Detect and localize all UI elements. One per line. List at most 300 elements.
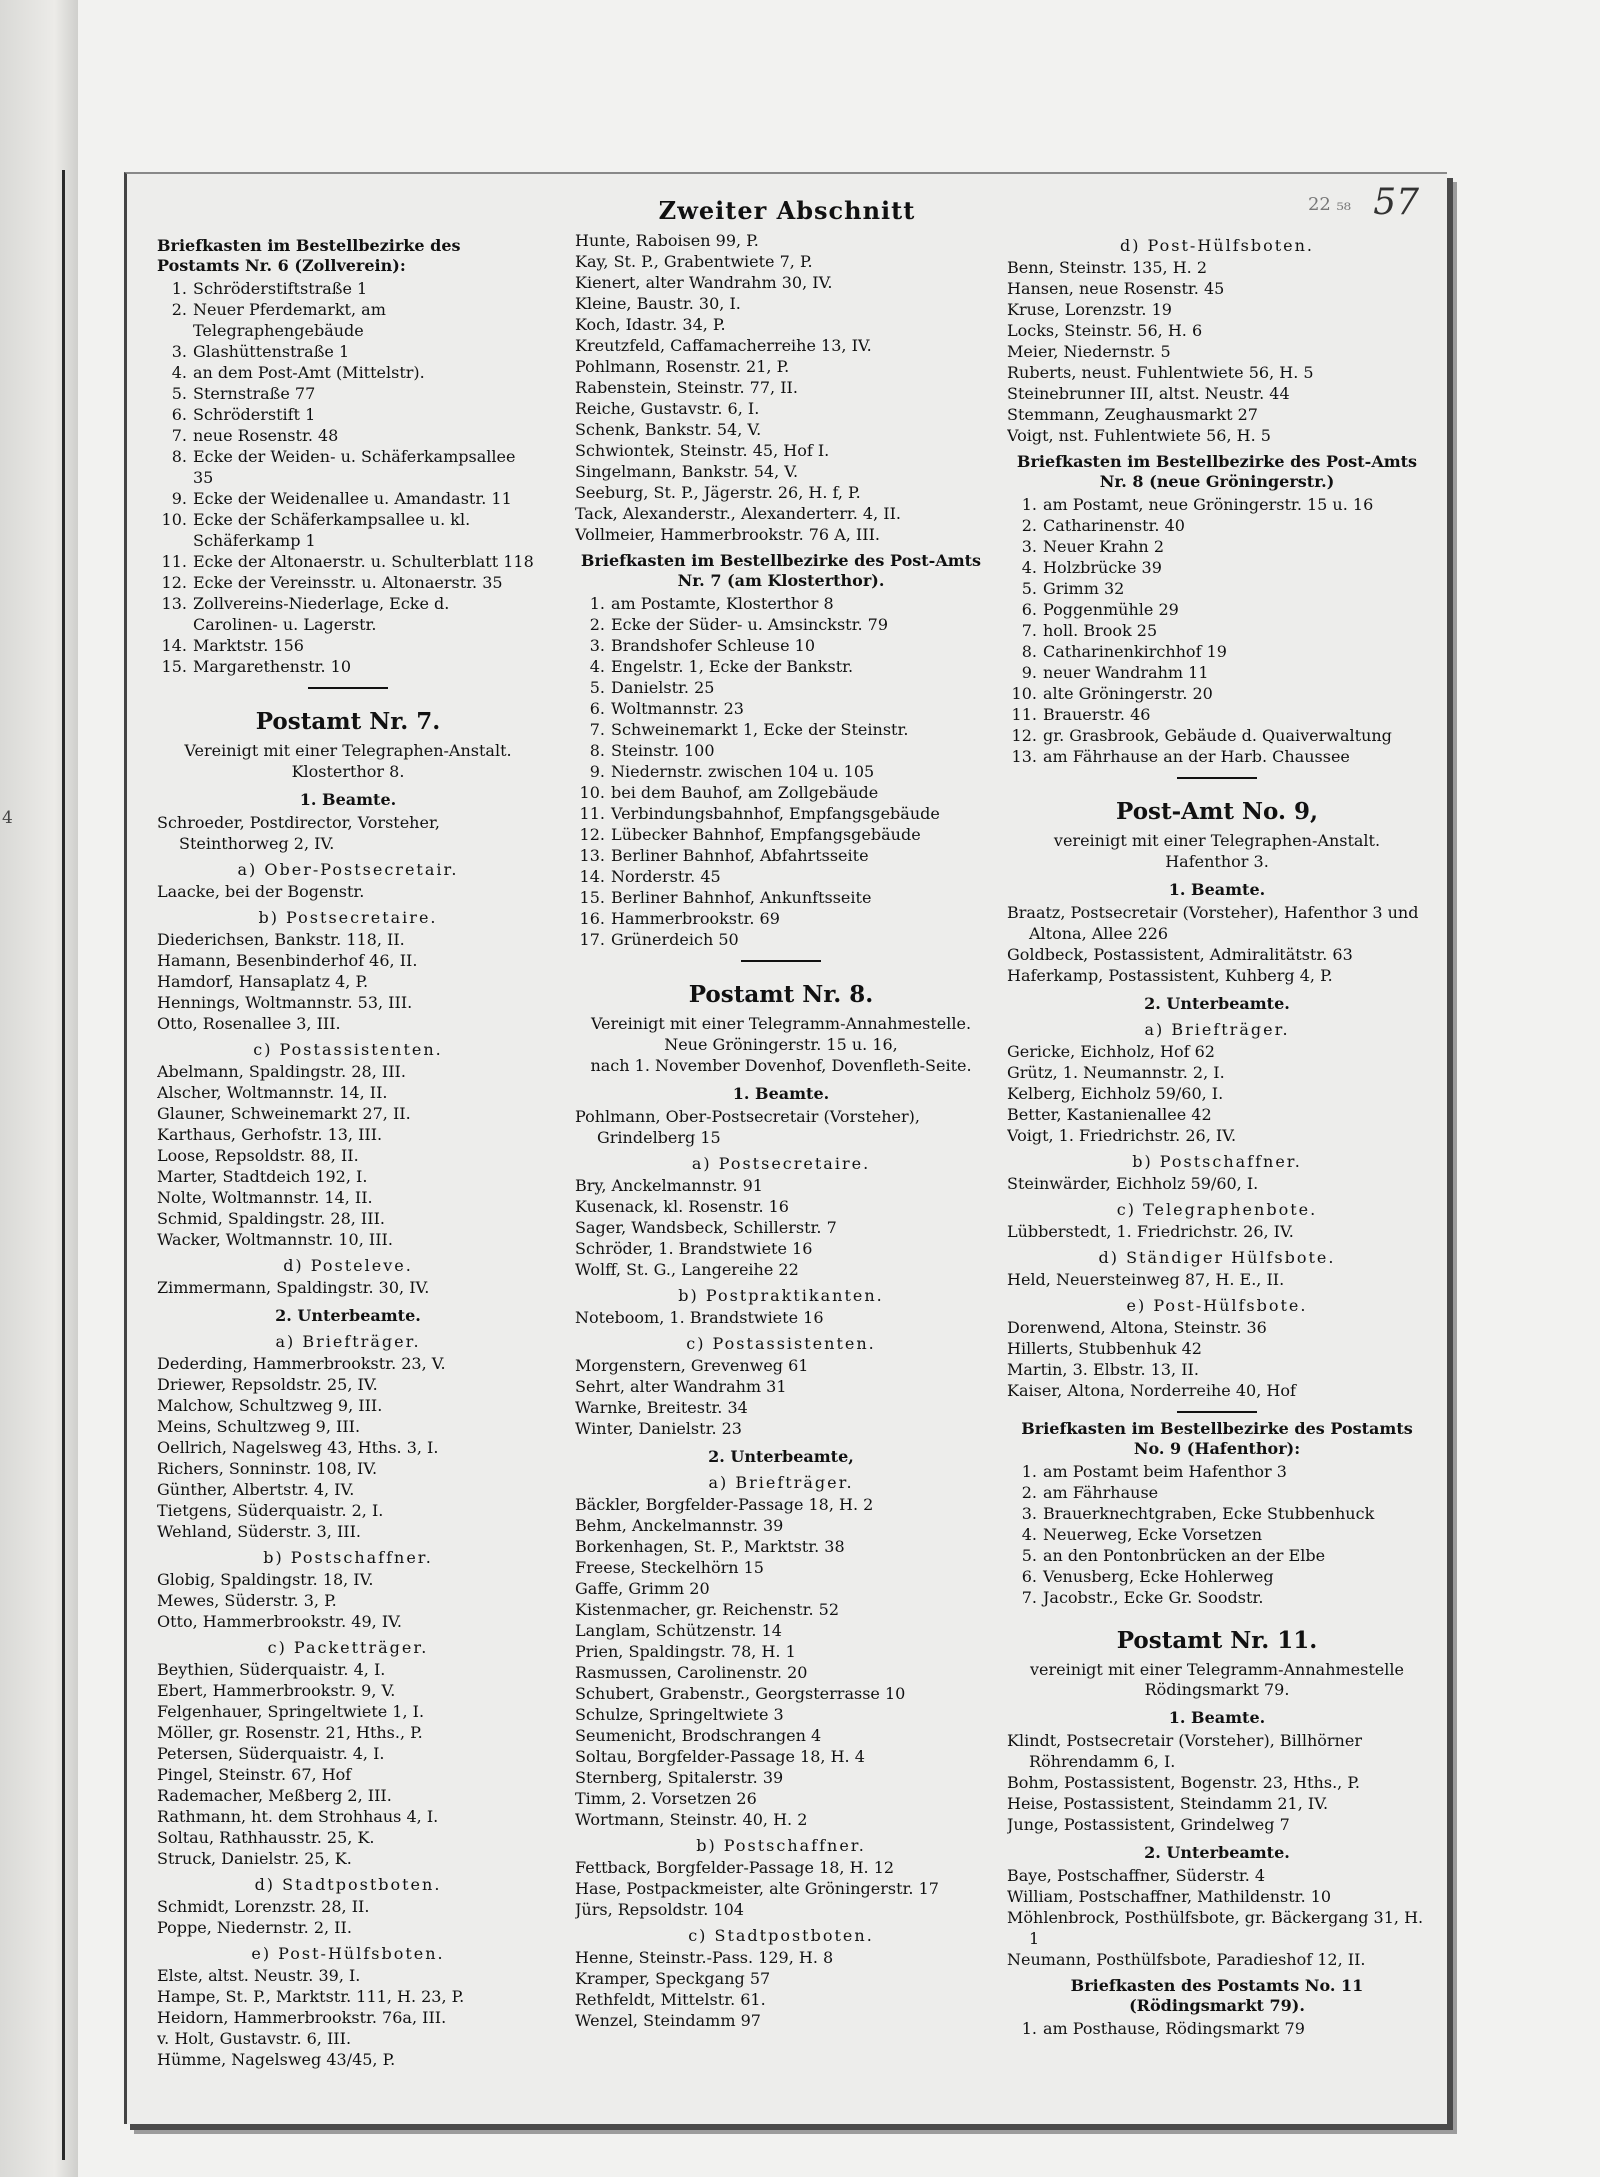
directory-entry: Meins, Schultzweg 9, III.: [157, 1417, 361, 1436]
item-number: 1.: [1021, 495, 1037, 514]
item-location: Ecke der Schäferkampsallee u. kl. Schäferkamp 1: [193, 510, 471, 550]
item-number: 6.: [171, 405, 187, 424]
item-location: neuer Wandrahm 11: [1043, 663, 1209, 682]
briefkasten-item: [1007, 1545, 1427, 1566]
directory-entry: Koch, Idastr. 34, P.: [575, 315, 726, 334]
item-location: Venusberg, Ecke Hohlerweg: [1043, 1567, 1274, 1586]
item-location: Schröderstiftstraße 1: [193, 279, 368, 298]
briefkasten-item: [1007, 1566, 1427, 1587]
directory-entry: Haferkamp, Postassistent, Kuhberg 4, P.: [1007, 966, 1333, 985]
directory-entry: Baye, Postschaffner, Süderstr. 4: [1007, 1866, 1266, 1885]
item-number: 13.: [1011, 747, 1037, 766]
item-location: Catharinenkirchhof 19: [1043, 642, 1227, 661]
directory-entry: Soltau, Rathhausstr. 25, K.: [157, 1828, 375, 1847]
briefkasten-item: [157, 635, 539, 656]
directory-entry: Gericke, Eichholz, Hof 62: [1007, 1042, 1215, 1061]
briefkasten-item: [1007, 641, 1427, 662]
directory-entry: Pingel, Steinstr. 67, Hof: [157, 1765, 352, 1784]
directory-entry: Prien, Spaldingstr. 78, H. 1: [575, 1642, 796, 1661]
directory-entry: Schroeder, Postdirector, Vorsteher, Steinthorweg 2, IV.: [157, 813, 440, 853]
directory-entry: Vollmeier, Hammerbrookstr. 76 A, III.: [575, 525, 880, 544]
item-location: Steinstr. 100: [611, 741, 715, 760]
item-location: an den Pontonbrücken an der Elbe: [1043, 1546, 1326, 1565]
directory-entry: Sehrt, alter Wandrahm 31: [575, 1377, 787, 1396]
briefkasten-item: [575, 677, 987, 698]
briefkasten-item: [575, 803, 987, 824]
directory-entry: Grütz, 1. Neumannstr. 2, I.: [1007, 1063, 1225, 1082]
item-location: Poggenmühle 29: [1043, 600, 1179, 619]
directory-entry: Rethfeldt, Mittelstr. 61.: [575, 1990, 766, 2009]
staff-subgroup-heading: b) Postschaffner.: [696, 1836, 866, 1855]
directory-entry: Klindt, Postsecretair (Vorsteher), Billhörner Röhrendamm 6, I.: [1007, 1731, 1362, 1771]
briefkasten-item: [575, 740, 987, 761]
item-location: an dem Post-Amt (Mittelstr).: [193, 363, 425, 382]
directory-entry: Hümme, Nagelsweg 43/45, P.: [157, 2050, 396, 2069]
office-heading: Postamt Nr. 11.: [1116, 1627, 1318, 1654]
directory-entry: Goldbeck, Postassistent, Admiralitätstr. 63: [1007, 945, 1353, 964]
directory-entry: Rathmann, ht. dem Strohhaus 4, I.: [157, 1807, 439, 1826]
directory-entry: Ruberts, neust. Fuhlentwiete 56, H. 5: [1007, 363, 1314, 382]
directory-entry: Kusenack, kl. Rosenstr. 16: [575, 1197, 789, 1216]
staff-group-heading: 2. Unterbeamte.: [275, 1306, 421, 1325]
briefkasten-item: [575, 824, 987, 845]
staff-subgroup-heading: c) Telegraphenbote.: [1116, 1200, 1318, 1219]
briefkasten-item: [1007, 1503, 1427, 1524]
directory-entry: Kleine, Baustr. 30, I.: [575, 294, 741, 313]
item-location: Neuerweg, Ecke Vorsetzen: [1043, 1525, 1263, 1544]
directory-entry: Schröder, 1. Brandstwiete 16: [575, 1239, 813, 1258]
item-number: 3.: [171, 342, 187, 361]
item-number: 15.: [161, 657, 187, 676]
item-location: am Postamte, Klosterthor 8: [611, 594, 834, 613]
directory-entry: Timm, 2. Vorsetzen 26: [575, 1789, 757, 1808]
briefkasten-list: [575, 593, 987, 950]
briefkasten-item: [575, 761, 987, 782]
directory-entry: Struck, Danielstr. 25, K.: [157, 1849, 352, 1868]
item-number: 5.: [1021, 1546, 1037, 1565]
item-number: 17.: [579, 930, 605, 949]
item-number: 7.: [589, 720, 605, 739]
directory-entry: Wolff, St. G., Langereihe 22: [575, 1260, 799, 1279]
staff-group-heading: 1. Beamte.: [1168, 880, 1266, 899]
directory-entry: Malchow, Schultzweg 9, III.: [157, 1396, 383, 1415]
item-location: Ecke der Süder- u. Amsinckstr. 79: [611, 615, 889, 634]
directory-entry: Held, Neuersteinweg 87, H. E., II.: [1007, 1270, 1285, 1289]
briefkasten-item: [1007, 2018, 1427, 2039]
briefkasten-item: [575, 719, 987, 740]
item-location: Zollvereins-Niederlage, Ecke d. Carolinen- u. Lagerstr.: [193, 594, 450, 634]
item-number: 10.: [1011, 684, 1037, 703]
item-location: am Posthause, Rödingsmarkt 79: [1043, 2019, 1305, 2038]
briefkasten-item: [1007, 725, 1427, 746]
briefkasten-heading: Briefkasten im Bestellbezirke des Post-Amts Nr. 8 (neue Gröningerstr.): [1016, 452, 1418, 491]
item-location: Berliner Bahnhof, Abfahrtsseite: [611, 846, 869, 865]
briefkasten-item: [157, 341, 539, 362]
item-number: 2.: [1021, 516, 1037, 535]
item-location: Ecke der Weiden- u. Schäferkampsallee 35: [193, 447, 516, 487]
item-number: 10.: [579, 783, 605, 802]
item-number: 9.: [1021, 663, 1037, 682]
briefkasten-item: [157, 509, 539, 551]
directory-page: [124, 172, 1447, 2124]
briefkasten-item: [157, 362, 539, 383]
item-location: holl. Brook 25: [1043, 621, 1158, 640]
directory-entry: Felgenhauer, Springeltwiete 1, I.: [157, 1702, 425, 1721]
staff-subgroup-heading: c) Packetträger.: [267, 1638, 429, 1657]
item-number: 11.: [1011, 705, 1037, 724]
margin-note: 22 ₅₈: [1307, 194, 1351, 215]
office-note: Vereinigt mit einer Telegramm-Annahmestelle.: [590, 1014, 972, 1033]
item-number: 7.: [1021, 1588, 1037, 1607]
briefkasten-item: [157, 593, 539, 635]
directory-entry: Soltau, Borgfelder-Passage 18, H. 4: [575, 1747, 865, 1766]
section-rule: [308, 687, 388, 689]
briefkasten-heading: Briefkasten im Bestellbezirke des Postamts Nr. 6 (Zollverein):: [157, 236, 461, 275]
item-location: Glashüttenstraße 1: [193, 342, 350, 361]
item-location: Brauerstr. 46: [1043, 705, 1151, 724]
briefkasten-item: [575, 908, 987, 929]
briefkasten-heading: Briefkasten im Bestellbezirke des Post-Amts Nr. 7 (am Klosterthor).: [580, 551, 982, 590]
directory-entry: Wenzel, Steindamm 97: [575, 2011, 761, 2030]
item-location: am Postamt, neue Gröningerstr. 15 u. 16: [1043, 495, 1374, 514]
spine-edge: [62, 170, 65, 2160]
item-location: Neuer Pferdemarkt, am Telegraphengebäude: [193, 300, 386, 340]
briefkasten-item: [1007, 746, 1427, 767]
item-number: 4.: [171, 363, 187, 382]
item-number: 11.: [161, 552, 187, 571]
item-location: Verbindungsbahnhof, Empfangsgebäude: [611, 804, 940, 823]
staff-subgroup-heading: d) Posteleve.: [283, 1256, 413, 1275]
directory-entry: Better, Kastanienallee 42: [1007, 1105, 1212, 1124]
briefkasten-item: [575, 614, 987, 635]
item-location: Grimm 32: [1043, 579, 1125, 598]
directory-entry: Schwiontek, Steinstr. 45, Hof I.: [575, 441, 830, 460]
briefkasten-heading: Briefkasten des Postamts No. 11 (Rödingsmarkt 79).: [1070, 1976, 1364, 2015]
directory-entry: Gaffe, Grimm 20: [575, 1579, 710, 1598]
item-number: 4.: [1021, 1525, 1037, 1544]
staff-group-heading: 1. Beamte.: [1168, 1708, 1266, 1727]
item-number: 5.: [1021, 579, 1037, 598]
office-note: Neue Gröningerstr. 15 u. 16,: [664, 1035, 898, 1054]
briefkasten-item: [157, 383, 539, 404]
briefkasten-item: [575, 656, 987, 677]
section-header: Zweiter Abschnitt: [658, 196, 916, 225]
item-number: 3.: [589, 636, 605, 655]
item-location: Lübecker Bahnhof, Empfangsgebäude: [611, 825, 921, 844]
briefkasten-item: [575, 593, 987, 614]
directory-entry: Henne, Steinstr.-Pass. 129, H. 8: [575, 1948, 834, 1967]
item-location: Marktstr. 156: [193, 636, 304, 655]
directory-entry: Bry, Anckelmannstr. 91: [575, 1176, 763, 1195]
directory-entry: Lübberstedt, 1. Friedrichstr. 26, IV.: [1007, 1222, 1294, 1241]
briefkasten-item: [1007, 683, 1427, 704]
directory-entry: Pohlmann, Rosenstr. 21, P.: [575, 357, 790, 376]
briefkasten-item: [157, 278, 539, 299]
staff-subgroup-heading: e) Post-Hülfsbote.: [1126, 1296, 1308, 1315]
item-location: Holzbrücke 39: [1043, 558, 1162, 577]
directory-entry: Kistenmacher, gr. Reichenstr. 52: [575, 1600, 840, 1619]
item-location: Ecke der Weidenallee u. Amandastr. 11: [193, 489, 512, 508]
item-location: Hammerbrookstr. 69: [611, 909, 780, 928]
directory-entry: Driewer, Repsoldstr. 25, IV.: [157, 1375, 378, 1394]
item-number: 12.: [579, 825, 605, 844]
briefkasten-item: [575, 887, 987, 908]
directory-entry: Freese, Steckelhörn 15: [575, 1558, 764, 1577]
directory-entry: Wortmann, Steinstr. 40, H. 2: [575, 1810, 808, 1829]
directory-entry: Alscher, Woltmannstr. 14, II.: [157, 1083, 388, 1102]
staff-subgroup-heading: b) Postpraktikanten.: [678, 1286, 884, 1305]
directory-entry: Hase, Postpackmeister, alte Gröningerstr. 17: [575, 1879, 939, 1898]
directory-entry: Hillerts, Stubbenhuk 42: [1007, 1339, 1202, 1358]
item-location: Margarethenstr. 10: [193, 657, 352, 676]
briefkasten-item: [575, 845, 987, 866]
briefkasten-item: [157, 488, 539, 509]
item-number: 5.: [171, 384, 187, 403]
directory-entry: Locks, Steinstr. 56, H. 6: [1007, 321, 1203, 340]
item-number: 6.: [1021, 600, 1037, 619]
item-number: 8.: [589, 741, 605, 760]
item-location: Schröderstift 1: [193, 405, 316, 424]
directory-entry: Poppe, Niedernstr. 2, II.: [157, 1918, 352, 1937]
item-number: 12.: [1011, 726, 1037, 745]
item-number: 1.: [1021, 1462, 1037, 1481]
directory-entry: Langlam, Schützenstr. 14: [575, 1621, 782, 1640]
item-location: bei dem Bauhof, am Zollgebäude: [611, 783, 879, 802]
directory-entry: Hunte, Raboisen 99, P.: [575, 231, 759, 250]
directory-entry: Dorenwend, Altona, Steinstr. 36: [1007, 1318, 1267, 1337]
directory-entry: Singelmann, Bankstr. 54, V.: [575, 462, 799, 481]
briefkasten-item: [157, 656, 539, 677]
directory-entry: Noteboom, 1. Brandstwiete 16: [575, 1308, 824, 1327]
staff-subgroup-heading: a) Briefträger.: [708, 1473, 854, 1492]
item-number: 8.: [1021, 642, 1037, 661]
item-number: 2.: [171, 300, 187, 319]
directory-entry: Möller, gr. Rosenstr. 21, Hths., P.: [157, 1723, 423, 1742]
directory-entry: Meier, Niedernstr. 5: [1007, 342, 1171, 361]
briefkasten-item: [157, 446, 539, 488]
directory-entry: Behm, Anckelmannstr. 39: [575, 1516, 784, 1535]
office-note: nach 1. November Dovenhof, Dovenfleth-Seite.: [590, 1056, 972, 1075]
office-heading: Postamt Nr. 8.: [688, 981, 874, 1008]
directory-entry: Marter, Stadtdeich 192, I.: [157, 1167, 368, 1186]
staff-subgroup-heading: d) Post-Hülfsboten.: [1119, 236, 1315, 255]
item-number: 10.: [161, 510, 187, 529]
item-location: alte Gröningerstr. 20: [1043, 684, 1213, 703]
briefkasten-item: [157, 404, 539, 425]
section-rule: [741, 960, 821, 962]
directory-entry: Dederding, Hammerbrookstr. 23, V.: [157, 1354, 446, 1373]
item-location: neue Rosenstr. 48: [193, 426, 339, 445]
directory-entry: Kramper, Speckgang 57: [575, 1969, 771, 1988]
item-number: 6.: [589, 699, 605, 718]
directory-entry: Richers, Sonninstr. 108, IV.: [157, 1459, 378, 1478]
directory-entry: Martin, 3. Elbstr. 13, II.: [1007, 1360, 1199, 1379]
staff-subgroup-heading: a) Postsecretaire.: [691, 1154, 871, 1173]
staff-subgroup-heading: d) Stadtpostboten.: [254, 1875, 442, 1894]
directory-entry: Seumenicht, Brodschrangen 4: [575, 1726, 822, 1745]
directory-entry: Tietgens, Süderquaistr. 2, I.: [157, 1501, 384, 1520]
item-number: 16.: [579, 909, 605, 928]
staff-subgroup-heading: c) Stadtpostboten.: [688, 1926, 874, 1945]
directory-entry: Mewes, Süderstr. 3, P.: [157, 1591, 337, 1610]
briefkasten-item: [157, 572, 539, 593]
item-location: am Postamt beim Hafenthor 3: [1043, 1462, 1287, 1481]
item-number: 14.: [579, 867, 605, 886]
item-number: 3.: [1021, 1504, 1037, 1523]
staff-group-heading: 1. Beamte.: [732, 1084, 830, 1103]
item-location: Ecke der Altonaerstr. u. Schulterblatt 118: [193, 552, 534, 571]
directory-entry: Loose, Repsoldstr. 88, II.: [157, 1146, 359, 1165]
item-location: am Fährhause an der Harb. Chaussee: [1043, 747, 1350, 766]
directory-entry: Laacke, bei der Bogenstr.: [157, 882, 365, 901]
directory-entry: Bäckler, Borgfelder-Passage 18, H. 2: [575, 1495, 874, 1514]
briefkasten-list: [1007, 494, 1427, 767]
directory-entry: Warnke, Breitestr. 34: [575, 1398, 748, 1417]
briefkasten-item: [575, 698, 987, 719]
item-number: 1.: [171, 279, 187, 298]
briefkasten-item: [1007, 494, 1427, 515]
item-number: 13.: [161, 594, 187, 613]
staff-subgroup-heading: c) Postassistenten.: [253, 1040, 443, 1059]
directory-entry: Stemmann, Zeughausmarkt 27: [1007, 405, 1258, 424]
briefkasten-item: [1007, 557, 1427, 578]
office-heading: Postamt Nr. 7.: [255, 708, 441, 735]
briefkasten-item: [1007, 515, 1427, 536]
briefkasten-item: [575, 782, 987, 803]
staff-subgroup-heading: e) Post-Hülfsboten.: [251, 1944, 445, 1963]
directory-entry: Benn, Steinstr. 135, H. 2: [1007, 258, 1208, 277]
directory-entry: Hamdorf, Hansaplatz 4, P.: [157, 972, 369, 991]
directory-entry: Günther, Albertstr. 4, IV.: [157, 1480, 355, 1499]
briefkasten-list: [1007, 2018, 1427, 2039]
item-location: Catharinenstr. 40: [1043, 516, 1185, 535]
item-location: Danielstr. 25: [611, 678, 715, 697]
column-2: [575, 230, 987, 2112]
directory-entry: Wacker, Woltmannstr. 10, III.: [157, 1230, 393, 1249]
office-note: Hafenthor 3.: [1165, 852, 1269, 871]
item-number: 15.: [579, 888, 605, 907]
item-location: Berliner Bahnhof, Ankunftsseite: [611, 888, 872, 907]
directory-entry: Petersen, Süderquaistr. 4, I.: [157, 1744, 385, 1763]
directory-entry: Steinebrunner III, altst. Neustr. 44: [1007, 384, 1290, 403]
staff-group-heading: 1. Beamte.: [299, 790, 397, 809]
directory-entry: Glauner, Schweinemarkt 27, II.: [157, 1104, 411, 1123]
staff-subgroup-heading: b) Postschaffner.: [263, 1548, 433, 1567]
briefkasten-item: [1007, 662, 1427, 683]
item-location: Brauerknechtgraben, Ecke Stubbenhuck: [1043, 1504, 1375, 1523]
column-3: [1007, 230, 1427, 2112]
directory-entry: Oellrich, Nagelsweg 43, Hths. 3, I.: [157, 1438, 439, 1457]
directory-entry: Elste, altst. Neustr. 39, I.: [157, 1966, 361, 1985]
directory-entry: Bohm, Postassistent, Bogenstr. 23, Hths., P.: [1007, 1773, 1360, 1792]
staff-group-heading: 2. Unterbeamte,: [708, 1447, 854, 1466]
item-location: Niedernstr. zwischen 104 u. 105: [611, 762, 875, 781]
directory-entry: Tack, Alexanderstr., Alexanderterr. 4, II.: [575, 504, 902, 523]
briefkasten-item: [1007, 1461, 1427, 1482]
staff-group-heading: 2. Unterbeamte.: [1144, 994, 1290, 1013]
directory-entry: Rademacher, Meßberg 2, III.: [157, 1786, 392, 1805]
directory-entry: Hansen, neue Rosenstr. 45: [1007, 279, 1225, 298]
briefkasten-item: [575, 635, 987, 656]
directory-entry: Schenk, Bankstr. 54, V.: [575, 420, 762, 439]
briefkasten-item: [1007, 536, 1427, 557]
directory-entry: Seeburg, St. P., Jägerstr. 26, H. f, P.: [575, 483, 861, 502]
directory-entry: Hampe, St. P., Marktstr. 111, H. 23, P.: [157, 1987, 465, 2006]
directory-entry: Otto, Hammerbrookstr. 49, IV.: [157, 1612, 402, 1631]
directory-entry: Zimmermann, Spaldingstr. 30, IV.: [157, 1278, 430, 1297]
briefkasten-item: [1007, 1482, 1427, 1503]
briefkasten-item: [157, 425, 539, 446]
item-number: 9.: [171, 489, 187, 508]
item-location: Schweinemarkt 1, Ecke der Steinstr.: [611, 720, 909, 739]
item-location: gr. Grasbrook, Gebäude d. Quaiverwaltung: [1043, 726, 1392, 745]
directory-entry: Sager, Wandsbeck, Schillerstr. 7: [575, 1218, 837, 1237]
briefkasten-item: [157, 551, 539, 572]
office-heading: Post-Amt No. 9,: [1116, 798, 1318, 825]
briefkasten-item: [157, 299, 539, 341]
directory-entry: Steinwärder, Eichholz 59/60, I.: [1007, 1174, 1259, 1193]
directory-entry: Fettback, Borgfelder-Passage 18, H. 12: [575, 1858, 895, 1877]
item-number: 8.: [171, 447, 187, 466]
directory-entry: Möhlenbrock, Posthülfsbote, gr. Bäckergang 31, H. 1: [1007, 1908, 1424, 1948]
staff-group-heading: 2. Unterbeamte.: [1144, 1843, 1290, 1862]
staff-subgroup-heading: d) Ständiger Hülfsbote.: [1098, 1248, 1336, 1267]
item-number: 2.: [589, 615, 605, 634]
directory-entry: Junge, Postassistent, Grindelweg 7: [1007, 1815, 1290, 1834]
staff-subgroup-heading: a) Briefträger.: [275, 1332, 421, 1351]
briefkasten-item: [1007, 1524, 1427, 1545]
staff-subgroup-heading: b) Postsecretaire.: [258, 908, 438, 927]
item-number: 6.: [1021, 1567, 1037, 1586]
briefkasten-item: [575, 866, 987, 887]
directory-entry: Rasmussen, Carolinenstr. 20: [575, 1663, 808, 1682]
directory-entry: Abelmann, Spaldingstr. 28, III.: [157, 1062, 406, 1081]
item-number: 9.: [589, 762, 605, 781]
directory-entry: Otto, Rosenallee 3, III.: [157, 1014, 341, 1033]
item-number: 13.: [579, 846, 605, 865]
staff-subgroup-heading: b) Postschaffner.: [1132, 1152, 1302, 1171]
directory-entry: Pohlmann, Ober-Postsecretair (Vorsteher), Grindelberg 15: [575, 1107, 920, 1147]
book-spine: [0, 0, 78, 2177]
office-note: Klosterthor 8.: [291, 762, 405, 781]
directory-entry: Morgenstern, Grevenweg 61: [575, 1356, 809, 1375]
directory-entry: v. Holt, Gustavstr. 6, III.: [157, 2029, 352, 2048]
directory-entry: Nolte, Woltmannstr. 14, II.: [157, 1188, 373, 1207]
item-number: 1.: [1021, 2019, 1037, 2038]
item-location: am Fährhause: [1043, 1483, 1159, 1502]
item-location: Woltmannstr. 23: [611, 699, 744, 718]
item-number: 1.: [589, 594, 605, 613]
directory-entry: Braatz, Postsecretair (Vorsteher), Hafenthor 3 und Altona, Allee 226: [1007, 903, 1419, 943]
directory-entry: Diederichsen, Bankstr. 118, II.: [157, 930, 405, 949]
directory-entry: Schmid, Spaldingstr. 28, III.: [157, 1209, 385, 1228]
briefkasten-list: [1007, 1461, 1427, 1608]
item-number: 3.: [1021, 537, 1037, 556]
directory-entry: Kruse, Lorenzstr. 19: [1007, 300, 1172, 319]
directory-entry: Kienert, alter Wandrahm 30, IV.: [575, 273, 833, 292]
directory-entry: Neumann, Posthülfsbote, Paradieshof 12, II.: [1007, 1950, 1366, 1969]
section-rule: [1177, 777, 1257, 779]
directory-entry: Kreutzfeld, Caffamacherreihe 13, IV.: [575, 336, 872, 355]
directory-entry: Heise, Postassistent, Steindamm 21, IV.: [1007, 1794, 1329, 1813]
directory-entry: Heidorn, Hammerbrookstr. 76a, III.: [157, 2008, 447, 2027]
item-number: 14.: [161, 636, 187, 655]
item-location: Engelstr. 1, Ecke der Bankstr.: [611, 657, 854, 676]
column-1: [157, 230, 539, 2112]
directory-entry: Borkenhagen, St. P., Marktstr. 38: [575, 1537, 845, 1556]
directory-entry: Jürs, Repsoldstr. 104: [575, 1900, 744, 1919]
directory-entry: Beythien, Süderquaistr. 4, I.: [157, 1660, 386, 1679]
